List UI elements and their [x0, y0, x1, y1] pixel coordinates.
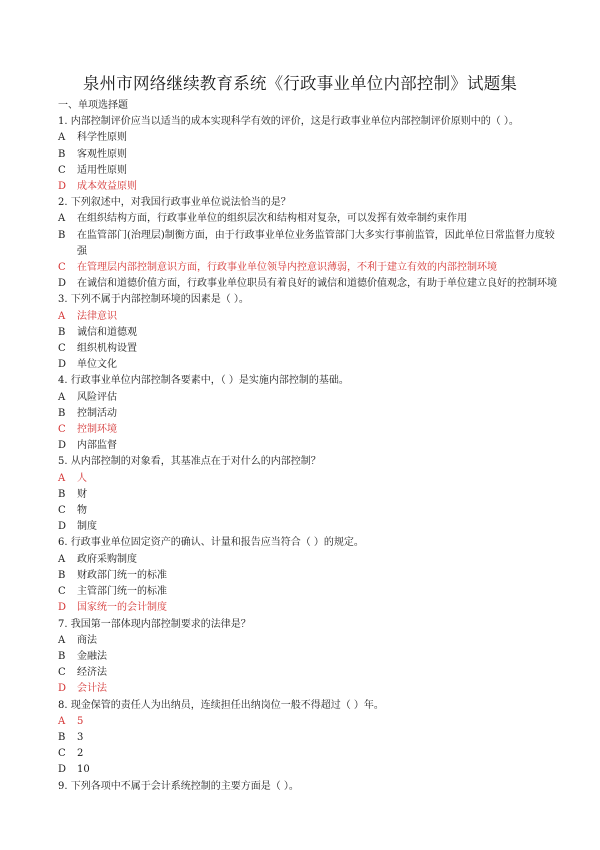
option: [58, 390, 558, 406]
question-3: [58, 292, 558, 373]
option: [58, 438, 558, 454]
option-text: 主管部门统一的标准: [77, 586, 167, 598]
question-text: 3. 下列不属于内部控制环境的因素是（ ）。: [58, 294, 249, 306]
option-correct: [58, 422, 558, 438]
option-letter: C: [58, 586, 66, 598]
option-letter: D: [58, 602, 67, 614]
option-letter: B: [58, 569, 66, 581]
question-7: [58, 617, 558, 698]
question-9: [58, 779, 558, 795]
option: [58, 649, 558, 665]
question-text: 7. 我国第一部体现内部控制要求的法律是？: [58, 618, 251, 630]
option-letter: B: [58, 650, 66, 662]
option-text: 诚信和道德观: [77, 326, 137, 338]
option: [58, 584, 558, 600]
option-letter: B: [58, 731, 66, 743]
option-text: 2: [77, 748, 84, 760]
questions-container: [58, 114, 558, 795]
document-title: 泉州市网络继续教育系统《行政事业单位内部控制》试题集: [82, 74, 518, 93]
option-letter: B: [58, 488, 66, 500]
option-text: 控制活动: [77, 407, 117, 419]
option-text: 财政部门统一的标准: [77, 569, 167, 581]
option-letter: D: [58, 278, 67, 290]
option-correct: [58, 714, 558, 730]
option-letter: C: [58, 164, 66, 176]
option-letter: A: [58, 634, 66, 646]
question-text: 6. 行政事业单位固定资产的确认、计量和报告应当符合（ ）的规定。: [58, 537, 364, 549]
option-text: 单位文化: [77, 359, 117, 371]
option-letter: A: [58, 472, 66, 484]
question-2: [58, 195, 558, 292]
option-letter: B: [58, 326, 66, 338]
option: [58, 357, 558, 373]
option: [58, 406, 558, 422]
option: [58, 552, 558, 568]
option-letter: C: [58, 343, 66, 355]
option: [58, 228, 558, 260]
option-letter: B: [58, 229, 66, 241]
option-text: 适用性原则: [77, 164, 127, 176]
question-5: [58, 454, 558, 535]
option-letter: C: [58, 424, 66, 436]
option-text: 国家统一的会计制度: [77, 602, 167, 614]
option: [58, 519, 558, 535]
option-text: 3: [77, 731, 84, 743]
option-text: 人: [77, 472, 87, 484]
option: [58, 746, 558, 762]
option-correct: [58, 471, 558, 487]
option-text: 科学性原则: [77, 132, 127, 144]
option-letter: A: [58, 213, 66, 225]
option-letter: C: [58, 262, 66, 274]
option: [58, 633, 558, 649]
option: [58, 276, 558, 292]
option-text: 10: [77, 764, 90, 776]
question-text: 9. 下列各项中不属于会计系统控制的主要方面是（ ）。: [58, 780, 299, 792]
option-letter: D: [58, 683, 67, 695]
option-text: 金融法: [77, 650, 107, 662]
question-1: [58, 114, 558, 195]
question-text: 4. 行政事业单位内部控制各要素中，（ ）是实施内部控制的基础。: [58, 375, 349, 387]
option-text: 在诚信和道德价值方面，行政事业单位职员有着良好的诚信和道德价值观念，有助于单位建立良好的控制环境: [77, 278, 557, 290]
option-correct: [58, 179, 558, 195]
option-letter: C: [58, 748, 66, 760]
option-text: 5: [77, 715, 84, 727]
option: [58, 163, 558, 179]
option-text: 政府采购制度: [77, 553, 137, 565]
option: [58, 147, 558, 163]
option: [58, 325, 558, 341]
option-letter: D: [58, 181, 67, 193]
option-text: 商法: [77, 634, 97, 646]
option-letter: D: [58, 359, 67, 371]
option-letter: D: [58, 440, 67, 452]
option-correct: [58, 309, 558, 325]
option-text: 客观性原则: [77, 148, 127, 160]
question-8: [58, 698, 558, 779]
option-letter: A: [58, 391, 66, 403]
option: [58, 762, 558, 778]
option-letter: C: [58, 505, 66, 517]
option-text: 会计法: [77, 683, 107, 695]
option-text: 法律意识: [77, 310, 117, 322]
option-text: 内部监督: [77, 440, 117, 452]
option: [58, 487, 558, 503]
option-letter: A: [58, 715, 66, 727]
option-letter: C: [58, 667, 66, 679]
option: [58, 568, 558, 584]
option-letter: D: [58, 521, 67, 533]
question-text: 8. 现金保管的责任人为出纳员，连续担任出纳岗位一般不得超过（ ）年。: [58, 699, 384, 711]
option-text: 物: [77, 505, 87, 517]
option-letter: D: [58, 764, 67, 776]
option-text: 制度: [77, 521, 97, 533]
option-text: 在监管部门(治理层)制衡方面，由于行政事业单位业务监管部门大多实行事前监管，因此单位日常监督力度较强: [77, 229, 555, 257]
option-text: 经济法: [77, 667, 107, 679]
option-text: 在管理层内部控制意识方面，行政事业单位领导内控意识薄弱，不利于建立有效的内部控制环境: [77, 262, 497, 274]
option: [58, 341, 558, 357]
option-letter: A: [58, 553, 66, 565]
option-correct: [58, 681, 558, 697]
question-list: [58, 98, 558, 795]
question-6: [58, 535, 558, 616]
option-letter: B: [58, 148, 66, 160]
option-text: 控制环境: [77, 424, 117, 436]
option-correct: [58, 260, 558, 276]
option-text: 风险评估: [77, 391, 117, 403]
option-letter: A: [58, 310, 66, 322]
question-text: 5. 从内部控制的对象看，其基准点在于对什么的内部控制？: [58, 456, 321, 468]
option-text: 组织机构设置: [77, 343, 137, 355]
option-text: 在组织结构方面，行政事业单位的组织层次和结构相对复杂，可以发挥有效牵制约束作用: [77, 213, 467, 225]
option-letter: A: [58, 132, 66, 144]
option-text: 财: [77, 488, 87, 500]
option-correct: [58, 600, 558, 616]
option-text: 成本效益原则: [77, 181, 137, 193]
option: [58, 211, 558, 227]
question-4: [58, 373, 558, 454]
section-heading: 一、单项选择题: [58, 100, 128, 111]
option: [58, 130, 558, 146]
option: [58, 503, 558, 519]
question-text: 2. 下列叙述中，对我国行政事业单位说法恰当的是？: [58, 197, 291, 209]
option: [58, 730, 558, 746]
option: [58, 665, 558, 681]
option-letter: B: [58, 407, 66, 419]
question-text: 1. 内部控制评价应当以适当的成本实现科学有效的评价，这是行政事业单位内部控制评价原则中的（ ）。: [58, 116, 519, 128]
